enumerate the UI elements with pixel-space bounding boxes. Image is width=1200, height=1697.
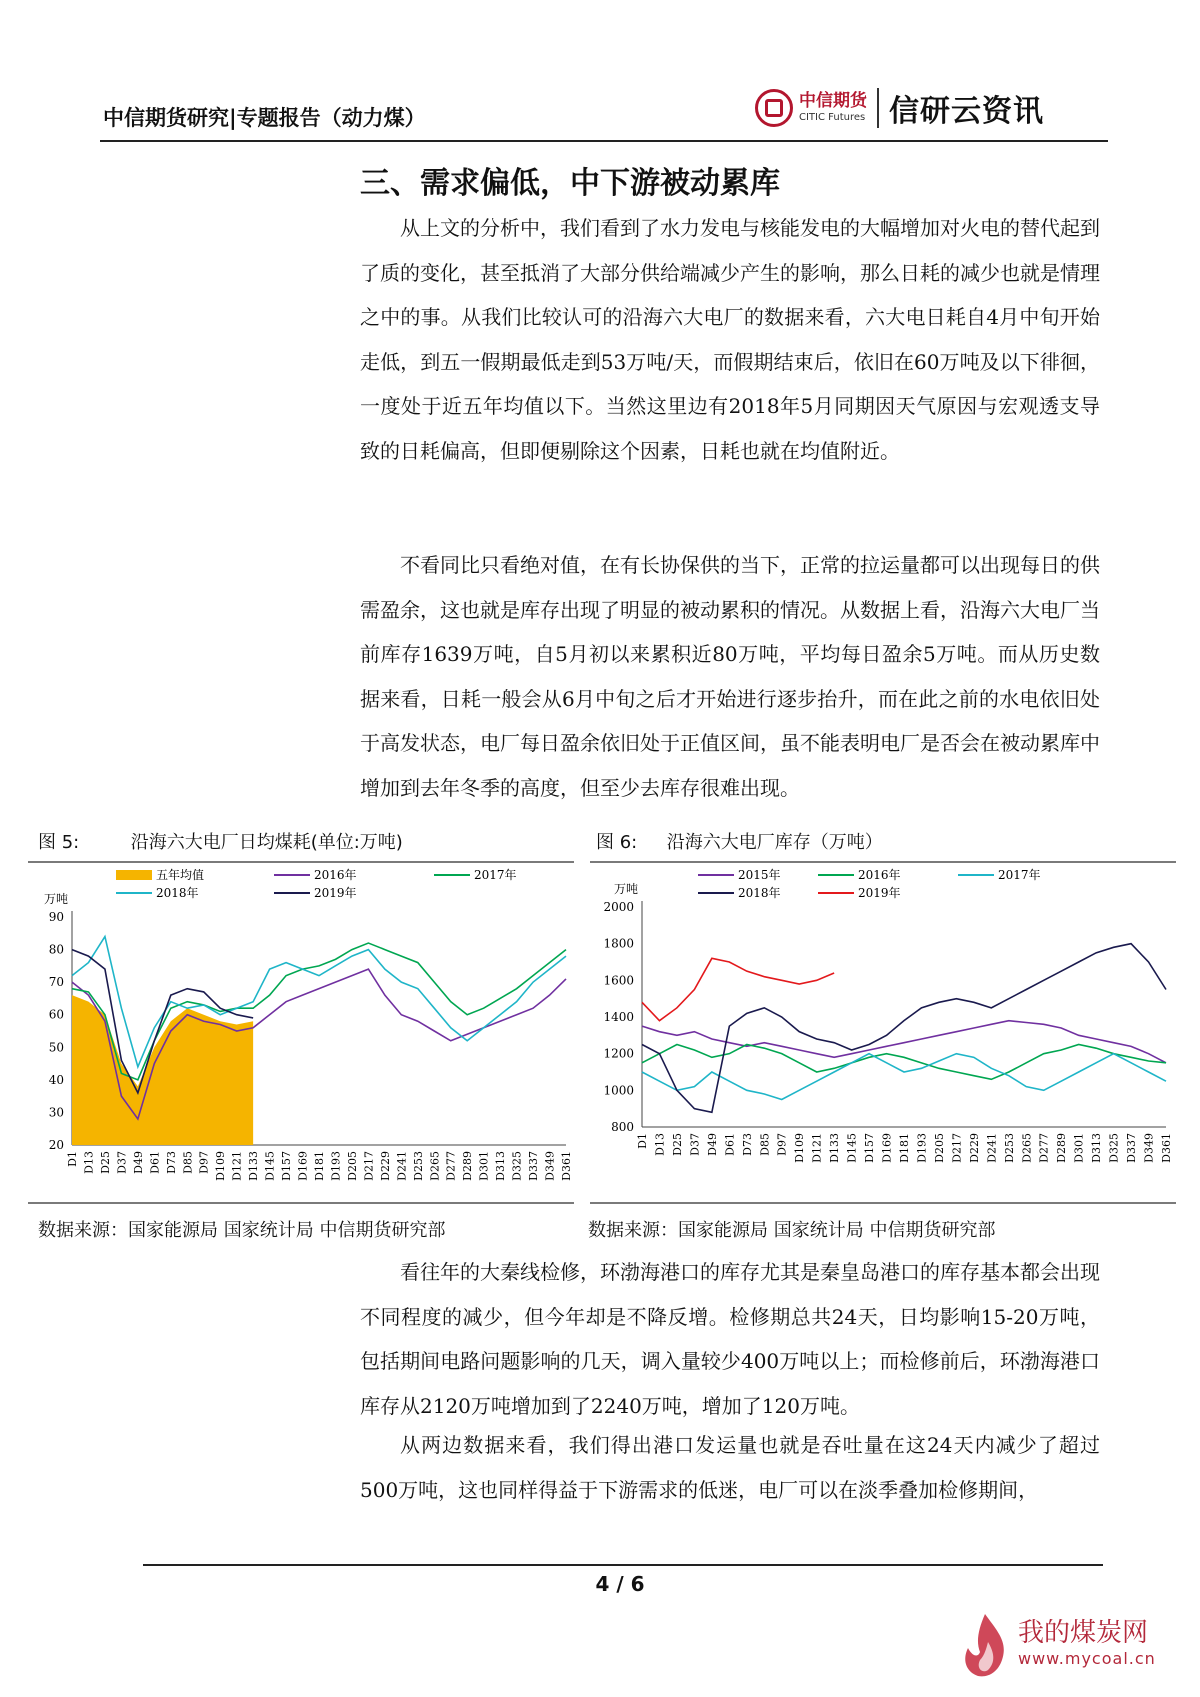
x-tick-label: D229 [378,1151,392,1181]
x-tick-label: D133 [247,1151,261,1181]
x-tick-label: D61 [723,1133,737,1156]
x-tick-label: D121 [230,1151,244,1181]
x-tick-label: D301 [477,1151,491,1181]
x-tick-label: D361 [1160,1133,1173,1163]
legend-label: 2018年 [738,886,781,900]
y-tick-label: 50 [48,1040,64,1055]
x-tick-label: D325 [1107,1133,1121,1163]
series-line-2017年 [72,943,566,1080]
figure-5-title: 沿海六大电厂日均煤耗(单位:万吨) [130,832,403,853]
figure-6-caption [596,828,883,854]
y-tick-label: 1000 [603,1083,634,1098]
x-tick-label: D217 [362,1151,376,1181]
x-tick-label: D37 [115,1151,129,1174]
legend-label: 2019年 [858,886,901,900]
x-tick-label: D169 [296,1151,310,1181]
citic-logo-icon [755,89,793,127]
figure-5-label: 图 5: [38,832,80,853]
header-rule [100,140,1108,142]
x-tick-label: D181 [313,1151,326,1181]
legend-label: 2018年 [156,886,199,900]
y-tick-label: 60 [48,1007,64,1022]
y-unit-label: 万吨 [614,882,639,896]
series-line-2015年 [642,1021,1166,1063]
y-tick-label: 90 [48,910,64,924]
figure-6-title: 沿海六大电厂库存（万吨） [666,832,883,853]
flame-icon [958,1612,1013,1682]
paragraph-1: 从上文的分析中，我们看到了水力发电与核能发电的大幅增加对火电的替代起到了质的变化，甚至抵消了大部分供给端减少产生的影响，那么日耗的减少也就是情理之中的事。从我们比较认可的沿海六大电厂的数据来看，六大电日耗自4月中旬开始走低，到五一假期最低走到53万吨/天，而假期结束后，依旧在60万吨及以下徘徊，一度处于近五年均值以下。当然这里边有2018年5月同期因天气原因与宏观透支导致的日耗偏高，但即便剔除这个因素，日耗也就在均值附近。 [360,216,1100,463]
x-tick-label: D49 [131,1151,145,1174]
x-tick-label: D313 [1090,1133,1104,1163]
x-tick-label: D25 [98,1151,112,1174]
x-tick-label: D49 [705,1133,719,1156]
figure-5-caption [38,828,403,854]
x-tick-label: D337 [1125,1133,1139,1163]
x-tick-label: D301 [1072,1133,1086,1163]
legend-label: 2017年 [474,868,517,882]
x-tick-label: D157 [280,1151,294,1181]
logo-divider [877,88,879,128]
x-tick-label: D169 [880,1133,894,1163]
x-tick-label: D97 [775,1133,789,1156]
x-tick-label: D97 [197,1151,211,1174]
series-line-2019年 [642,958,834,1020]
series-line-2018年 [72,937,566,1067]
y-tick-label: 70 [48,975,64,990]
x-tick-label: D253 [411,1151,425,1181]
x-tick-label: D85 [181,1151,195,1174]
y-tick-label: 40 [48,1072,64,1087]
x-tick-label: D205 [345,1151,359,1181]
series-line-2018年 [642,944,1166,1113]
x-tick-label: D205 [932,1133,946,1163]
x-tick-label: D85 [758,1133,772,1156]
page-number: 4 / 6 [595,1572,645,1596]
legend-label: 2016年 [858,868,901,882]
x-tick-label: D289 [1055,1133,1069,1163]
series-line-2017年 [642,1054,1166,1100]
y-tick-label: 20 [48,1138,64,1152]
y-tick-label: 1400 [603,1010,634,1024]
legend-label: 五年均值 [156,868,205,882]
x-tick-label: D361 [560,1151,573,1181]
x-tick-label: D13 [82,1151,96,1174]
x-tick-label: D193 [329,1151,343,1181]
x-tick-label: D13 [653,1133,667,1156]
x-tick-label: D217 [950,1133,964,1163]
logo-cn: 中信期货 [799,91,867,111]
x-tick-label: D109 [214,1151,228,1181]
report-title: 中信期货研究|专题报告（动力煤） [103,106,426,130]
y-unit-label: 万吨 [44,892,69,906]
x-tick-label: D325 [510,1151,524,1181]
legend-label: 2015年 [738,868,781,882]
y-tick-label: 80 [48,942,64,957]
x-tick-label: D121 [810,1133,824,1163]
x-tick-label: D253 [1002,1133,1016,1163]
x-tick-label: D265 [428,1151,442,1181]
figure-6-bottom-rule [590,1202,1176,1204]
x-tick-label: D265 [1020,1133,1034,1163]
watermark [958,1612,1156,1668]
x-tick-label: D109 [793,1133,807,1163]
watermark-url: www.mycoal.cn [1018,1649,1156,1668]
x-tick-label: D313 [494,1151,508,1181]
chart-inventory [590,863,1176,1199]
x-tick-label: D157 [863,1133,877,1163]
brand-logo [755,86,1044,130]
figure-6-source: 数据来源：国家能源局 国家统计局 中信期货研究部 [588,1220,996,1241]
y-tick-label: 1800 [603,936,634,951]
x-tick-label: D25 [670,1133,684,1156]
x-tick-label: D1 [636,1133,649,1149]
section-heading: 三、需求偏低，中下游被动累库 [360,166,780,201]
x-tick-label: D145 [845,1133,859,1163]
figure-6-label: 图 6: [596,832,638,853]
x-tick-label: D277 [1037,1133,1051,1163]
chart-daily-consumption [28,863,574,1199]
x-tick-label: D193 [915,1133,929,1163]
x-tick-label: D241 [985,1133,999,1163]
figure-5-source: 数据来源：国家能源局 国家统计局 中信期货研究部 [38,1220,446,1241]
paragraph-4: 从两边数据来看，我们得出港口发运量也就是吞吐量在这24天内减少了超过500万吨，这也同样得益于下游需求的低迷，电厂可以在淡季叠加检修期间， [360,1433,1100,1502]
logo-right-text: 信研云资讯 [889,94,1044,129]
paragraph-2: 不看同比只看绝对值，在有长协保供的当下，正常的拉运量都可以出现每日的供需盈余，这也就是库存出现了明显的被动累积的情况。从数据上看，沿海六大电厂当前库存1639万吨，自5月初以来累积近80万吨，平均每日盈余5万吨。而从历史数据来看，日耗一般会从6月中旬之后才开始进行逐步抬升，而在此之前的水电依旧处于高发状态，电厂每日盈余依旧处于正值区间，虽不能表明电厂是否会在被动累库中增加到去年冬季的高度，但至少去库存很难出现。 [360,553,1100,800]
x-tick-label: D289 [461,1151,475,1181]
legend-label: 2019年 [314,886,357,900]
x-tick-label: D1 [66,1151,79,1167]
x-tick-label: D145 [263,1151,277,1181]
x-tick-label: D73 [164,1151,178,1174]
x-tick-label: D349 [1142,1133,1156,1163]
x-tick-label: D277 [444,1151,458,1181]
footer-rule [143,1564,1103,1566]
y-tick-label: 800 [611,1120,634,1134]
x-tick-label: D73 [740,1133,754,1156]
x-tick-label: D349 [543,1151,557,1181]
x-tick-label: D61 [148,1151,162,1174]
y-tick-label: 1200 [603,1046,634,1061]
x-tick-label: D241 [395,1151,409,1181]
x-tick-label: D337 [527,1151,541,1181]
x-tick-label: D133 [828,1133,842,1163]
x-tick-label: D229 [967,1133,981,1163]
x-tick-label: D181 [898,1133,911,1163]
series-line-2016年 [642,1045,1166,1080]
legend-label: 2016年 [314,868,357,882]
legend-swatch [116,870,152,880]
y-tick-label: 2000 [603,900,634,914]
paragraph-3: 看往年的大秦线检修，环渤海港口的库存尤其是秦皇岛港口的库存基本都会出现不同程度的减少，但今年却是不降反增。检修期总共24天，日均影响15-20万吨，包括期间电路问题影响的几天，调入量较少400万吨以上；而检修前后，环渤海港口库存从2120万吨增加到了2240万吨，增加了120万吨。 [360,1260,1100,1418]
figure-5-bottom-rule [28,1202,574,1204]
logo-en: CITIC Futures [799,112,866,123]
y-tick-label: 30 [48,1105,64,1120]
watermark-cn: 我的煤炭网 [1018,1618,1149,1648]
y-tick-label: 1600 [603,973,634,988]
legend-label: 2017年 [998,868,1041,882]
x-tick-label: D37 [688,1133,702,1156]
